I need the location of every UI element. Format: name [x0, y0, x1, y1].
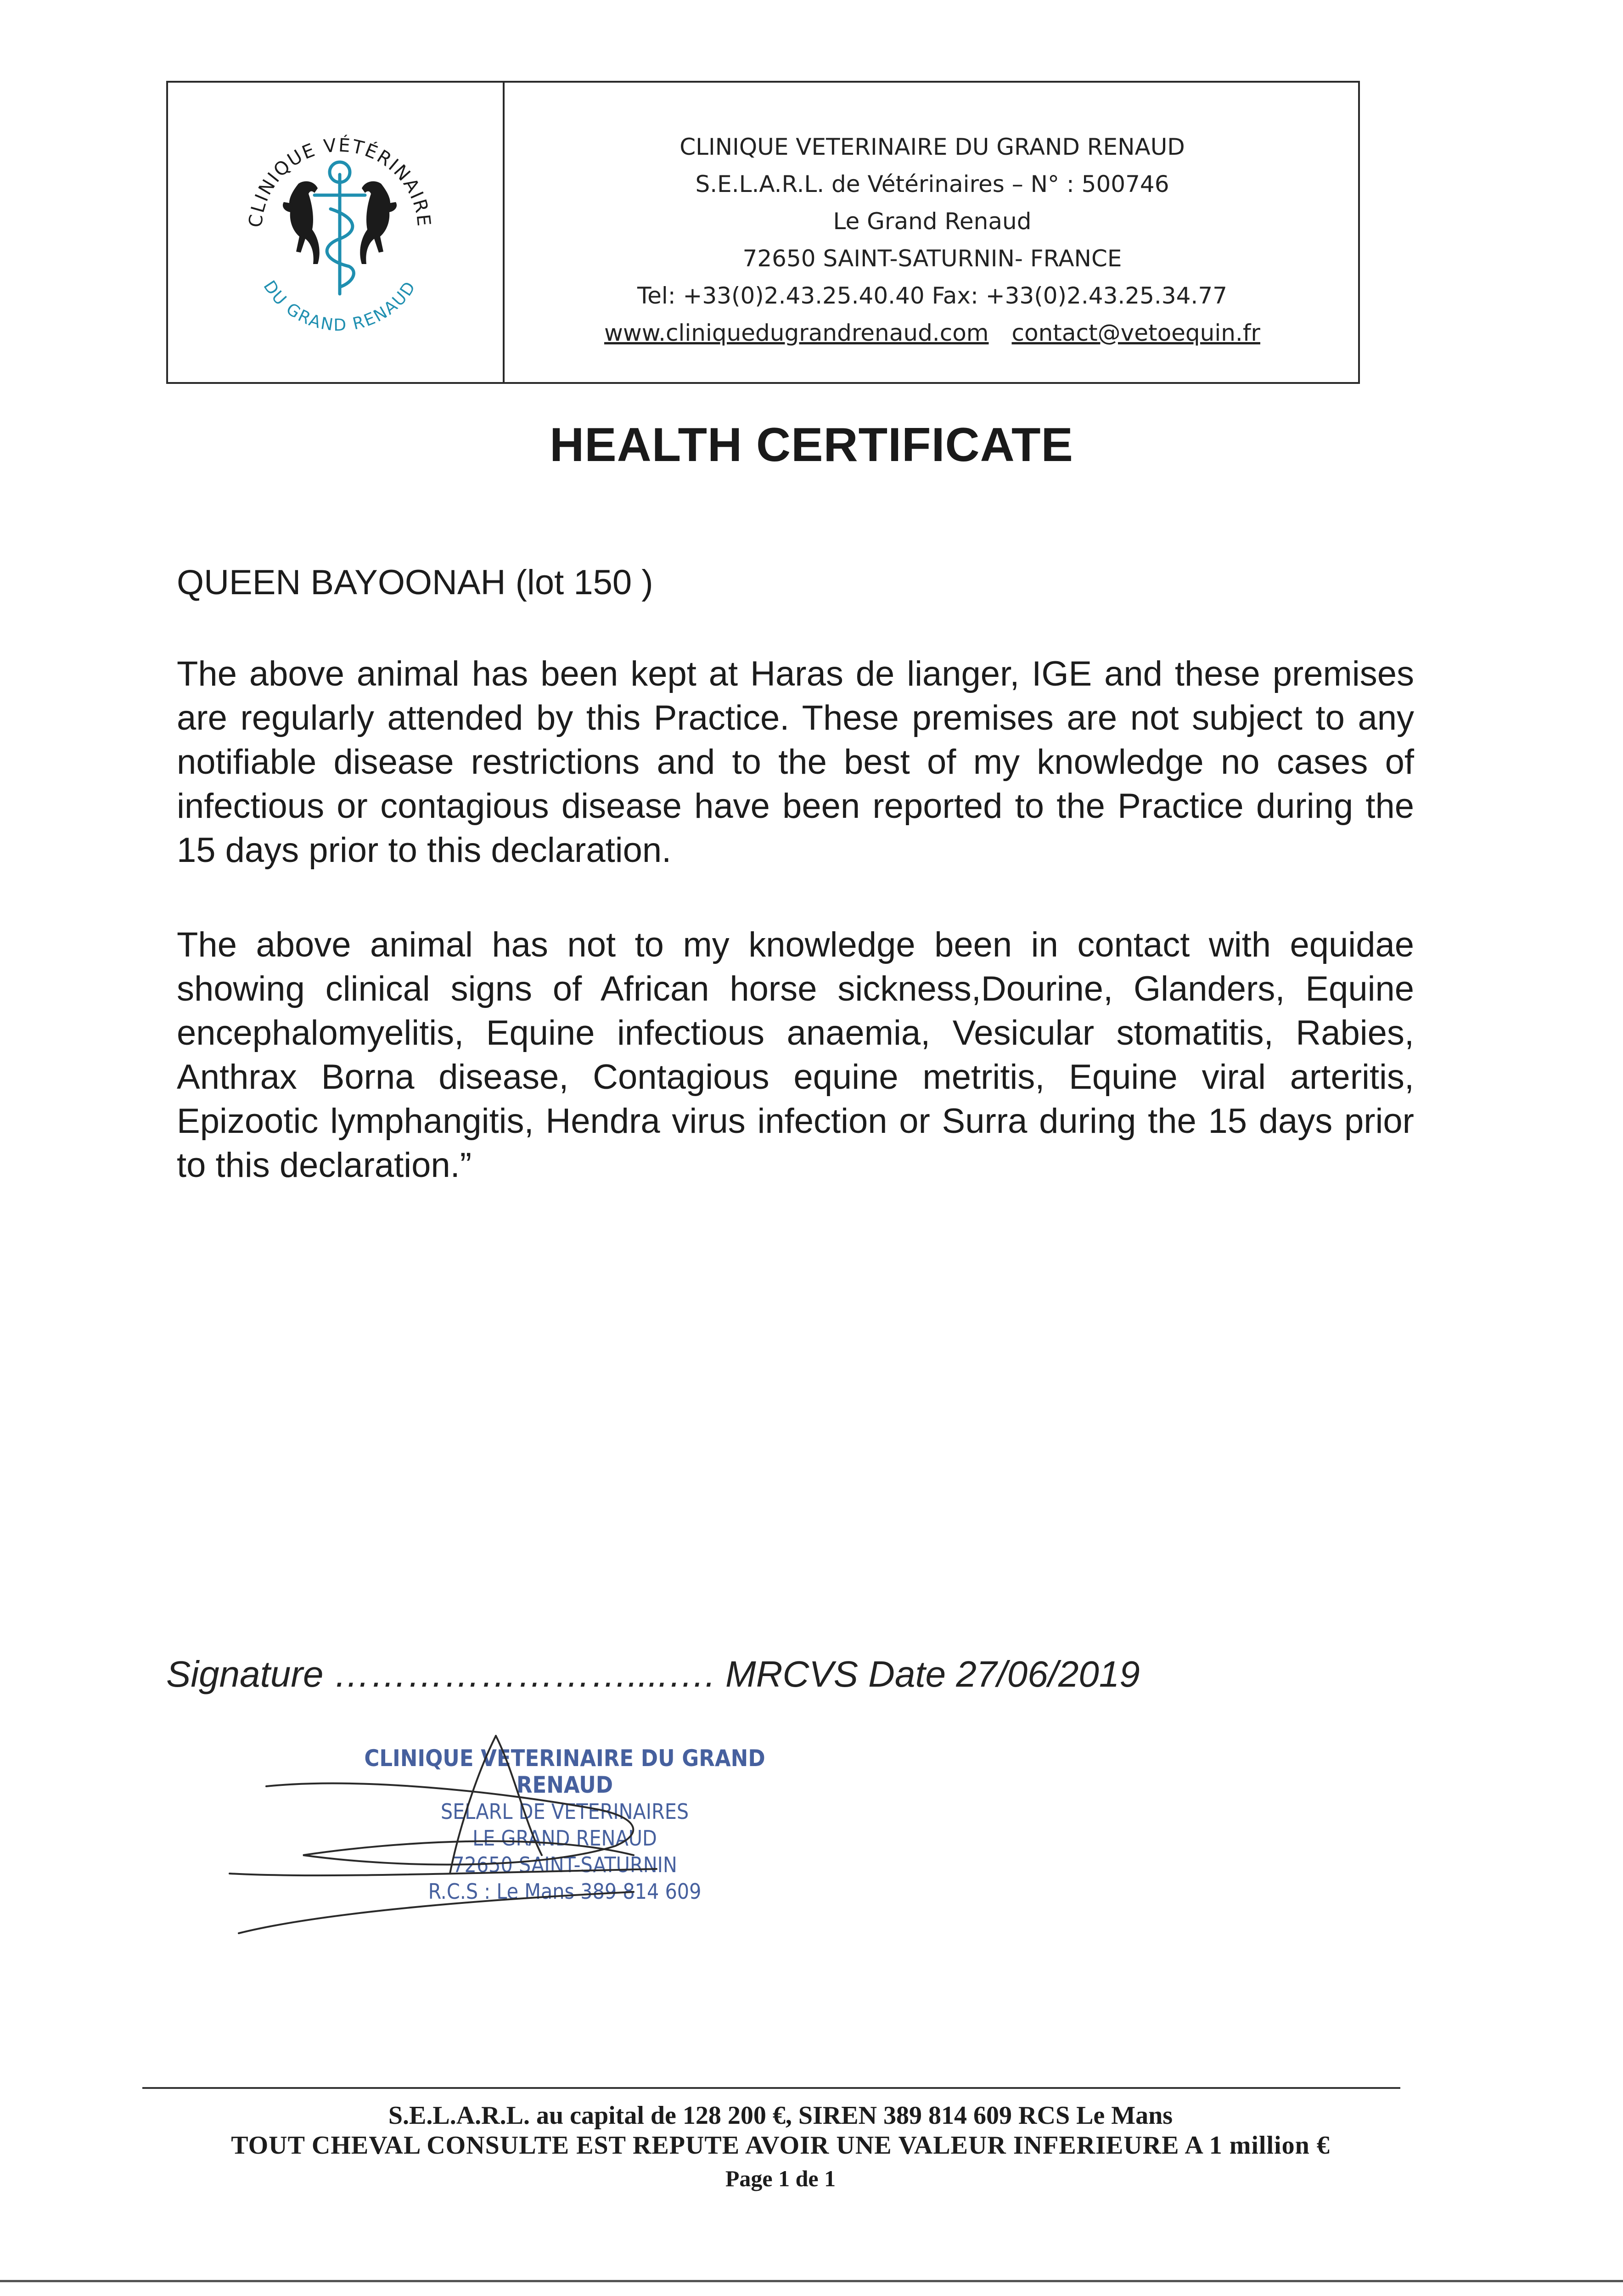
stamp-line-1: CLINIQUE VETERINAIRE DU GRAND RENAUD [364, 1745, 765, 1798]
document-title: HEALTH CERTIFICATE [550, 418, 1073, 472]
stamp-line-3: LE GRAND RENAUD [472, 1826, 657, 1851]
clinic-logo [220, 106, 459, 344]
caduceus-icon [314, 162, 365, 294]
logo-arc-bottom: DU GRAND RENAUD [259, 277, 420, 335]
clinic-contact-block [505, 129, 1360, 352]
clinic-registration: S.E.L.A.R.L. de Vétérinaires – N° : 500746 [695, 171, 1169, 197]
clinic-place: Le Grand Renaud [833, 208, 1032, 235]
footer-rule [142, 2087, 1400, 2089]
clinic-name: CLINIQUE VETERINAIRE DU GRAND RENAUD [680, 134, 1185, 160]
footer-page-number: Page 1 de 1 [725, 2166, 836, 2191]
website-link[interactable]: www.cliniquedugrandrenaud.com [604, 320, 989, 346]
clinic-city: 72650 SAINT-SATURNIN- FRANCE [742, 245, 1122, 272]
handwritten-signature [220, 1717, 771, 1975]
declaration-paragraph-1: The above animal has been kept at Haras de lianger, IGE and these premises are regularly attended by this Practice. These premises are not subject to any notifiable disease restrictions and to the best of my knowledge no cases of infectious or contagious disease have been reported to the Practice during the 15 days prior to this declaration. [177, 654, 1414, 870]
stamp-line-2: SELARL DE VETERINAIRES [440, 1799, 689, 1824]
signature-date-line: Signature ……………………....…. MRCVS Date 27/06/2019 [166, 1654, 1140, 1694]
clinic-phones: Tel: +33(0)2.43.25.40.40 Fax: +33(0)2.43.25.34.77 [637, 282, 1227, 309]
clinic-links [505, 315, 1360, 352]
footer-value-disclaimer: TOUT CHEVAL CONSULTE EST REPUTE AVOIR UNE VALEUR INFERIEURE A 1 million € [231, 2131, 1330, 2160]
stamp-line-4: 72650 SAINT-SATURNIN [452, 1852, 677, 1877]
animal-identification: QUEEN BAYOONAH (lot 150 ) [177, 563, 653, 602]
email-link[interactable]: contact@vetoequin.fr [1011, 320, 1260, 346]
logo-arc-top: CLINIQUE VÉTÉRINAIRE [245, 135, 435, 229]
scan-edge-line [0, 2280, 1623, 2282]
declaration-paragraph-2: The above animal has not to my knowledge been in contact with equidae showing clinical signs of African horse sickness,Dourine, Glanders, Equine encephalomyelitis, Equine infectious anaemia, Vesicular stomatitis, Rabies, Anthrax Borna disease, Contagious equine metritis, Equine viral arteritis, Epizootic lymphangitis, Hendra virus infection or Surra during the 15 days prior to this declaration.” [177, 925, 1414, 1185]
stamp-line-5: R.C.S : Le Mans 389 814 609 [428, 1879, 702, 1904]
footer-company-line: S.E.L.A.R.L. au capital de 128 200 €, SIREN 389 814 609 RCS Le Mans [388, 2101, 1173, 2130]
